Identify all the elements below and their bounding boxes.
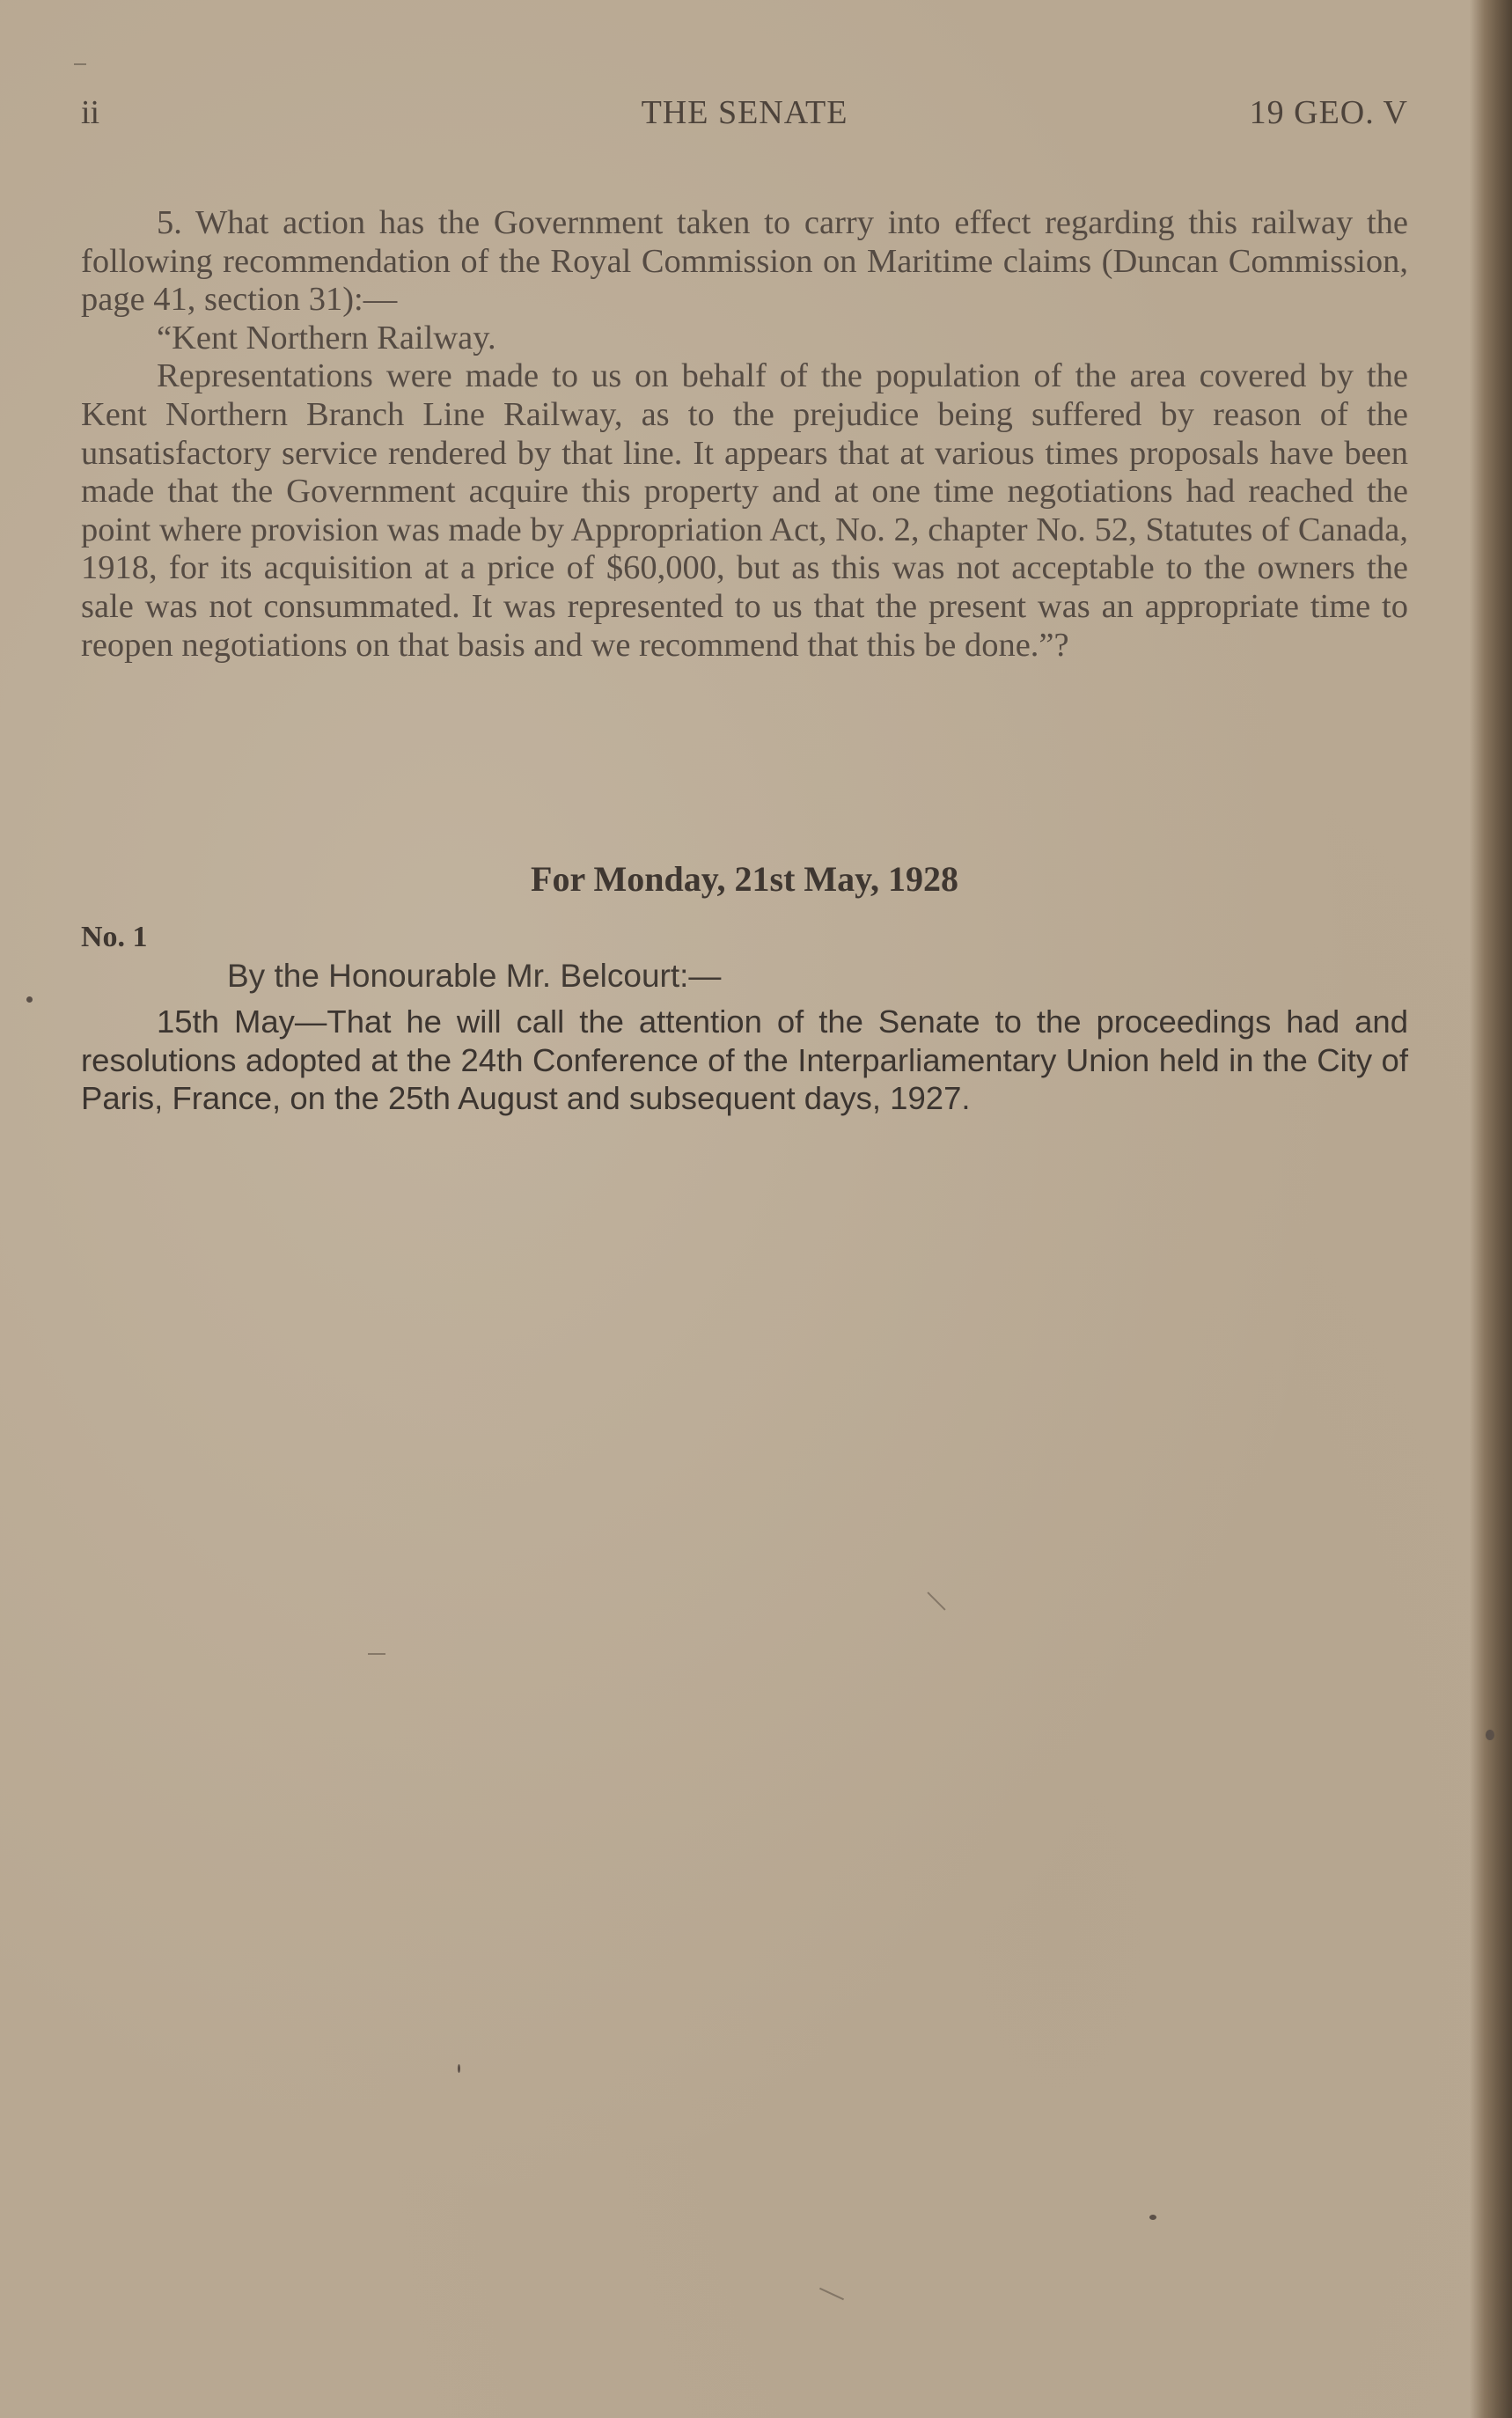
notice-mover: By the Honourable Mr. Belcourt:— [227,958,722,994]
paper-speck [1486,1730,1494,1740]
paper-speck [26,996,33,1003]
question-paragraph: 5. What action has the Government taken to carry into effect regarding this railway the following recommendation of the Royal Commission on Maritime claims (Duncan Commission, page 41, section 31):— [81,204,1408,319]
regnal-year: 19 GEO. V [1249,94,1408,131]
paper-scratch [368,1653,385,1655]
quote-paragraph: Representations were made to us on behalf of the population of the area covered by the Kent Northern Branch Line Railway, as to the prejudice being suffered by reason of the unsatisfactory service rendered by that line. It appears that at various times proposals have been made that the Government acquire this property and at one time negotiations had reached the point where provision was made by Appropriation Act, No. 2, chapter No. 52, Statutes of Canada, 1918, for its acquisition at a price of $60,000, but as this was not acceptable to the owners the sale was not consummated. It was represented to us that the present was an appropriate time to reopen negotiations on that basis and we recommend that this be done.”? [81,357,1408,664]
notice-block [81,1003,1408,1118]
paper-speck [458,2064,460,2073]
question-block [81,204,1408,665]
notice-number: No. 1 [81,921,148,953]
notice-text: 15th May—That he will call the attention of the Senate to the proceedings had and resolutions adopted at the 24th Conference of the Interparliamentary Union held in the City of Paris, France, on the 25th August and subsequent days, 1927. [81,1003,1408,1117]
paper-scratch [927,1591,945,1610]
paper-speck [1149,2215,1156,2220]
quote-heading: “Kent Northern Railway. [157,319,496,356]
section-heading: For Monday, 21st May, 1928 [531,859,958,899]
paper-scratch [819,2288,844,2300]
page-number: ii [81,94,100,131]
paper-scratch [74,63,86,65]
binding-edge [1470,0,1512,2418]
header-title: THE SENATE [641,94,848,131]
running-header [81,93,1408,137]
